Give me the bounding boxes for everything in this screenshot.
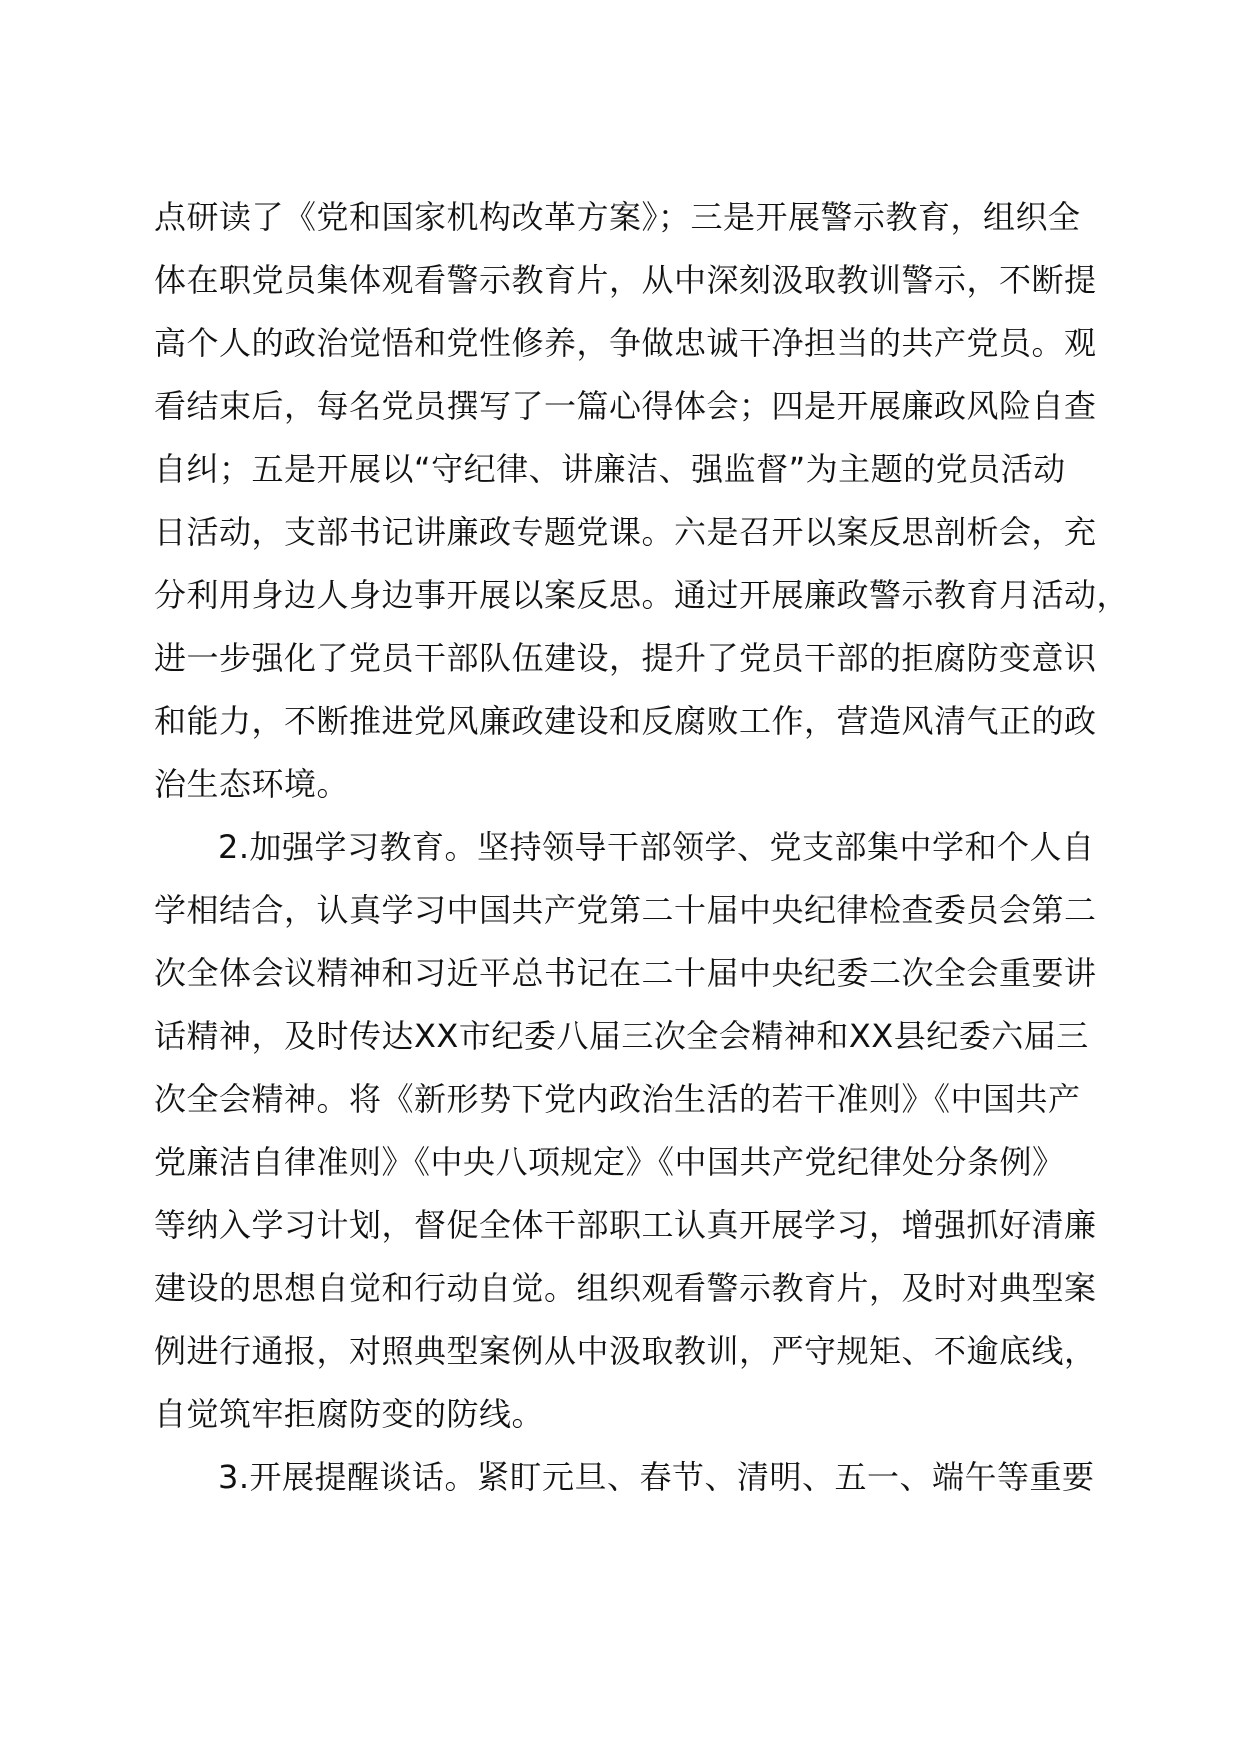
text-line: 看结束后，每名党员撰写了一篇心得体会；四是开展廉政风险自查	[154, 387, 1097, 425]
text-line: 自觉筑牢拒腐防变的防线。	[154, 1395, 545, 1433]
text-line: 学相结合，认真学习中国共产党第二十届中央纪律检查委员会第二	[154, 891, 1097, 929]
text-line: 次全会精神。将《新形势下党内政治生活的若干准则》《中国共产	[154, 1080, 1081, 1118]
text-line: 例进行通报，对照典型案例从中汲取教训，严守规矩、不逾底线，	[154, 1332, 1097, 1370]
text-line: 日活动，支部书记讲廉政专题党课。六是召开以案反思剖析会，充	[154, 513, 1097, 551]
text-line: 建设的思想自觉和行动自觉。组织观看警示教育片，及时对典型案	[154, 1269, 1097, 1307]
section-heading-line: 3.开展提醒谈话。紧盯元旦、春节、清明、五一、端午等重要	[218, 1458, 1095, 1496]
text-line: 话精神，及时传达XX市纪委八届三次全会精神和XX县纪委六届三	[154, 1017, 1089, 1055]
text-line: 高个人的政治觉悟和党性修养，争做忠诚干净担当的共产党员。观	[154, 324, 1097, 362]
text-line: 进一步强化了党员干部队伍建设，提升了党员干部的拒腐防变意识	[154, 639, 1097, 677]
text-line: 治生态环境。	[154, 765, 350, 803]
section-heading-line: 2.加强学习教育。坚持领导干部领学、党支部集中学和个人自	[218, 828, 1095, 866]
text-line: 党廉洁自律准则》《中央八项规定》《中国共产党纪律处分条例》	[154, 1143, 1065, 1181]
text-line: 等纳入学习计划，督促全体干部职工认真开展学习，增强抓好清廉	[154, 1206, 1097, 1244]
text-line: 自纠；五是开展以“守纪律、讲廉洁、强监督”为主题的党员活动	[154, 450, 1066, 488]
text-line: 次全体会议精神和习近平总书记在二十届中央纪委二次全会重要讲	[154, 954, 1097, 992]
text-line: 和能力，不断推进党风廉政建设和反腐败工作，营造风清气正的政	[154, 702, 1097, 740]
text-line: 分利用身边人身边事开展以案反思。通过开展廉政警示教育月活动，	[154, 576, 1130, 614]
text-line: 体在职党员集体观看警示教育片，从中深刻汲取教训警示，不断提	[154, 261, 1097, 299]
text-line: 点研读了《党和国家机构改革方案》；三是开展警示教育，组织全	[154, 198, 1081, 236]
document-body	[154, 186, 1130, 1509]
